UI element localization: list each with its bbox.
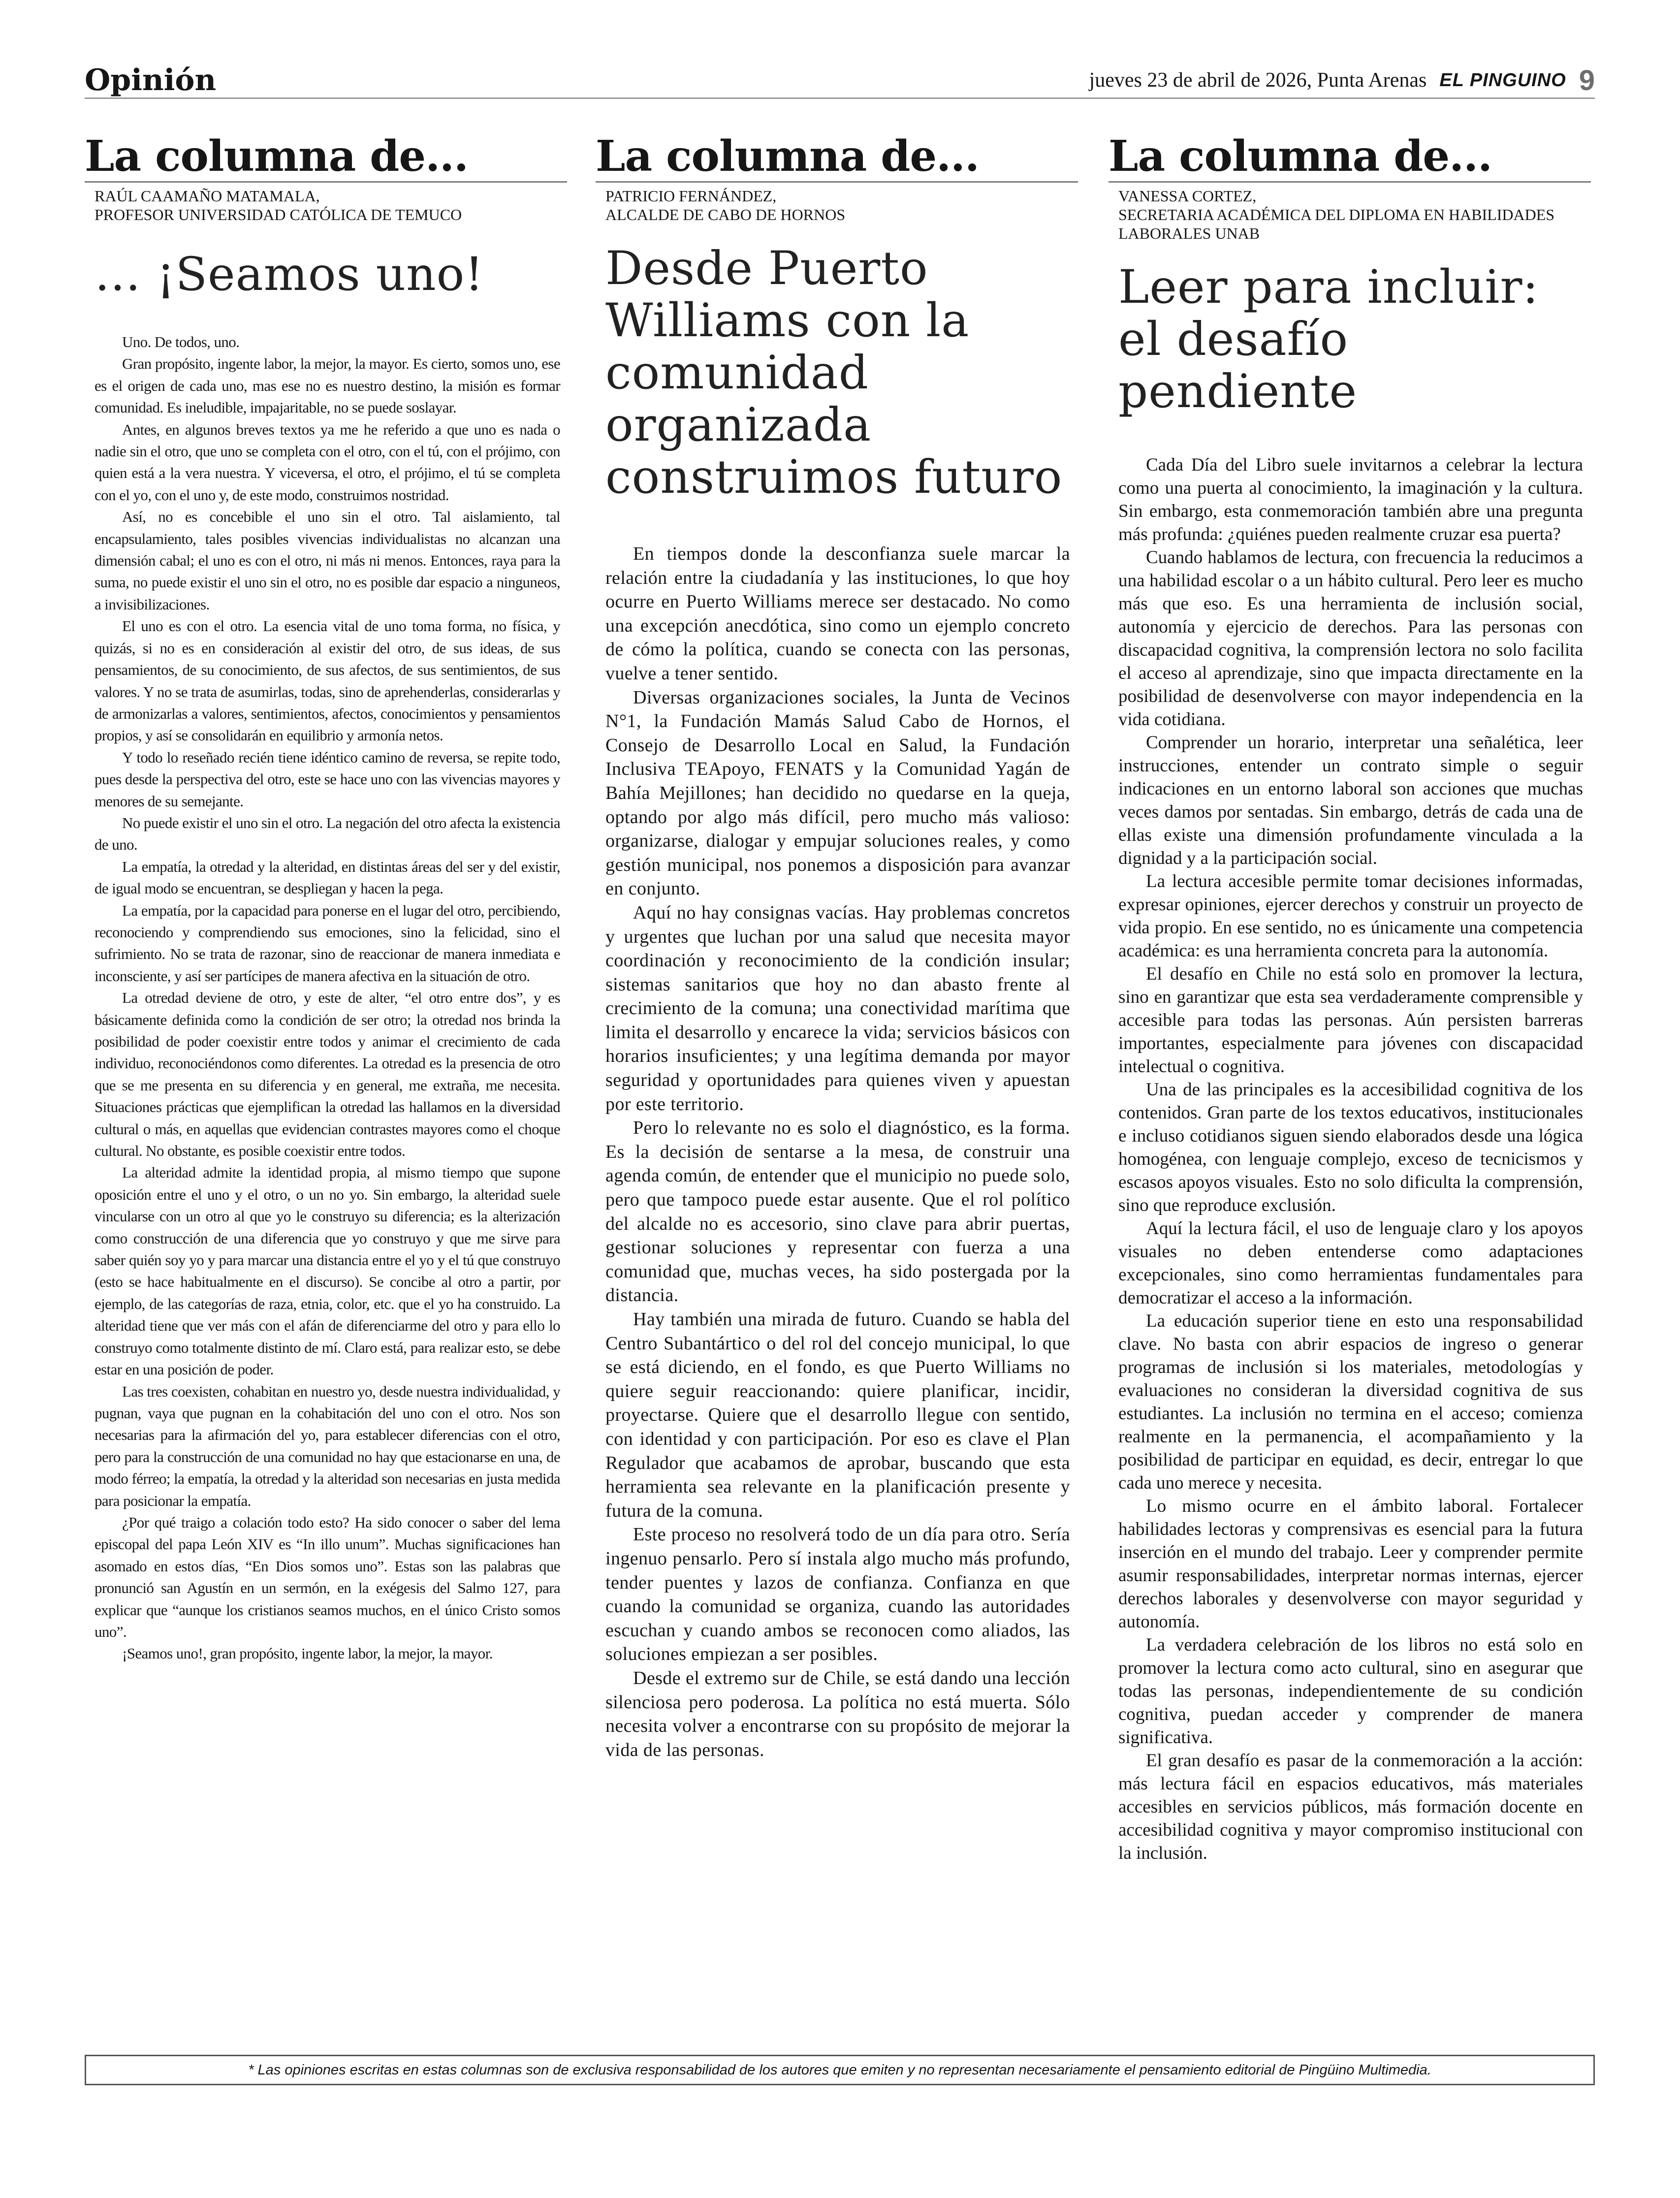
paragraph: La alteridad admite la identidad propia, al mismo tiempo que supone oposición entre el uno y el otro, o un no yo. Sin embargo, la alteridad suele vincularse con un otro al que yo le construyo su diferencia; es la alterización como construcción de una diferencia que yo construyo y que me sirve para saber quién soy yo y para marcar una distancia entre el yo y el tú que construyo (esto se hace habitualmente en el discurso). Se concibe al otro a partir, por ejemplo, de las categorías de raza, etnia, color, etc. que el yo ha construido. La alteridad tiene que ver más con el afán de diferenciarme del otro y para ello lo construyo como totalmente distinto de mí. Claro está, para realizar esto, se debe estar en una posición de poder. [95,1164,560,1378]
paragraph: La empatía, la otredad y la alteridad, en distintas áreas del ser y del existir, de igual modo se encuentran, se despliegan y hacen la pega. [95,858,560,897]
paragraph: Y todo lo reseñado recién tiene idéntico camino de reversa, se repite todo, pues desde la perspectiva del otro, este se hace uno con las vivencias mayores y menores de su semejante. [95,748,560,810]
paragraph: La otredad deviene de otro, y este de alter, “el otro entre dos”, y es básicamente definida como la condición de ser otro; la otredad nos brinda la posibilidad de poder coexistir entre todos y animar el crecimiento de cada individuo, reconociéndonos como diferentes. La otredad es la presencia de otro que se me presenta en su diferencia y en general, me extraña, me necesita. Situaciones prácticas que ejemplifican la otredad las hallamos en la diversidad cultural o más, en aquellas que evidencian contrastes mayores como el choque cultural. No obstante, es posible coexistir entre todos. [95,989,560,1160]
paragraph: Desde el extremo sur de Chile, se está dando una lección silenciosa pero poderosa. La política no está muerta. Sólo necesita volver a encontrarse con su propósito de mejorar la vida de las personas. [605,1667,1070,1760]
header-meta [1089,63,1595,97]
column-byline [596,187,1078,224]
column-byline [85,187,567,224]
section-name: Opinión [85,63,217,97]
paragraph: En tiempos donde la desconfianza suele marcar la relación entre la ciudadanía y las instituciones, lo que hoy ocurre en Puerto Williams merece ser destacado. No como una excepción anecdótica, sino como un ejemplo concreto de cómo la política, cuando se conecta con las personas, vuelve a tener sentido. [605,543,1070,684]
page-number: 9 [1579,64,1595,96]
paragraph: Antes, en algunos breves textos ya me he referido a que uno es nada o nadie sin el otro, que uno se completa con el otro, con el tú, con el prójimo, con quien está a la vera nuestra. Y viceversa, el otro, el prójimo, el tú se completa con el yo, con el uno y, de este modo, construimos nostridad. [95,420,560,504]
column-byline [1109,187,1591,243]
paragraph: Comprender un horario, interpretar una señalética, leer instrucciones, entender un contrato simple o seguir indicaciones en un entorno laboral son acciones que muchas veces damos por sentadas. Sin embargo, detrás de cada una de ellas existe una dimensión profundamente vinculada a la dignidad y a la participación social. [1118,733,1583,868]
paragraph: Una de las principales es la accesibilidad cognitiva de los contenidos. Gran parte de los textos educativos, institucionales e incluso cotidianos siguen siendo elaborados desde una lógica homogénea, con lenguaje complejo, exceso de tecnicismos y escasos apoyos visuales. Esto no solo dificulta la comprensión, sino que reproduce exclusión. [1118,1080,1583,1215]
paragraph: El desafío en Chile no está solo en promover la lectura, sino en garantizar que esta sea verdaderamente comprensible y accesible para todas las personas. Aún persisten barreras importantes, especialmente para jóvenes con discapacidad intelectual o cognitiva. [1118,964,1583,1077]
column-kicker: La columna de... [85,132,567,183]
paragraph: La verdadera celebración de los libros no está solo en promover la lectura como acto cultural, sino en asegurar que todas las personas, independientemente de su condición cognitiva, puedan acceder y comprender de manera significativa. [1118,1635,1583,1748]
opinion-column-3 [1109,132,1591,2012]
paragraph: El gran desafío es pasar de la conmemoración a la acción: más lectura fácil en espacios educativos, más materiales accesibles en servicios públicos, más formación docente en accesibilidad cognitiva y mayor compromiso institucional con la inclusión. [1118,1751,1583,1863]
paragraph: La educación superior tiene en esto una responsabilidad clave. No basta con abrir espacios de ingreso o generar programas de inclusión si los materiales, metodologías y evaluaciones no consideran la diversidad cognitiva de sus estudiantes. La inclusión no termina en el acceso; comienza realmente en la permanencia, el acompañamiento y la posibilidad de participar en equidad, es decir, entregar lo que cada uno merece y necesita. [1118,1311,1583,1493]
paragraph: Aquí no hay consignas vacías. Hay problemas concretos y urgentes que luchan por una salud que necesita mayor coordinación y reconocimiento de la condición insular; sistemas sanitarios que hoy no dan abasto frente al crecimiento de la comuna; una conectividad marítima que limita el desarrollo y encarece la vida; servicios básicos con horarios insuficientes; y una legítima demanda por mayor seguridad y oportunidades para quienes viven y apuestan por este territorio. [605,902,1070,1115]
paragraph: Este proceso no resolverá todo de un día para otro. Sería ingenuo pensarlo. Pero sí instala algo mucho más profundo, tender puentes y lazos de confianza. Confianza en que cuando la comunidad se organiza, cuando las autoridades escuchan y cuando ambos se reconocen como aliados, las soluciones empiezan a ser posibles. [605,1524,1070,1665]
paragraph: Diversas organizaciones sociales, la Junta de Vecinos N°1, la Fundación Mamás Salud Cabo de Hornos, el Consejo de Desarrollo Local en Salud, la Fundación Inclusiva TEApoyo, FENATS y la Comunidad Yagán de Bahía Mejillones; han decidido no quedarse en la queja, optando por algo más difícil, pero mucho más valioso: organizarse, dialogar y empujar soluciones reales, y como gestión municipal, nos ponemos a disposición para avanzar en conjunto. [605,687,1070,899]
opinion-column-1 [85,132,567,2017]
author-role: PROFESOR UNIVERSIDAD CATÓLICA DE TEMUCO [95,206,462,223]
paragraph: Cada Día del Libro suele invitarnos a celebrar la lectura como una puerta al conocimiento, la imaginación y la cultura. Sin embargo, esta conmemoración también abre una pregunta más profunda: ¿quiénes pueden realmente cruzar esa puerta? [1118,455,1583,544]
author-role: SECRETARIA ACADÉMICA DEL DIPLOMA EN HABILIDADES LABORALES UNAB [1118,206,1555,242]
author-name: VANESSA CORTEZ, [1118,187,1257,205]
column-title: Desde Puerto Williams con la comunidad organizada construimos futuro [605,242,1063,504]
paragraph: La empatía, por la capacidad para ponerse en el lugar del otro, percibiendo, reconociendo y comprendiendo sus emociones, sino la felicidad, sino el sufrimiento. No se trata de razonar, sino de reaccionar de manera inmediata e inconsciente, y así ser partícipes de manera afectiva en la situación de otro. [95,901,560,985]
newspaper-logo: EL PINGUINO [1439,69,1566,91]
paragraph: ¿Por qué traigo a colación todo esto? Ha sido conocer o saber del lema episcopal del papa León XIV es “In illo unum”. Muchas significaciones han asomado en estos días, “En Dios somos uno”. Estas son las palabras que pronunció san Agustín en un sermón, en la exégesis del Salmo 127, para explicar que “aunque los cristianos seamos muchos, en el único Cristo somos uno”. [95,1513,560,1640]
page-header [85,63,1595,99]
author-name: RAÚL CAAMAÑO MATAMALA, [95,187,320,205]
column-title: … ¡Seamos uno! [95,248,484,301]
column-body [596,542,1078,1762]
column-body [85,331,567,1665]
author-role: ALCALDE DE CABO DE HORNOS [605,206,846,223]
column-title: Leer para incluir: el desafío pendiente [1118,260,1539,418]
column-body [1109,453,1591,1865]
paragraph: El uno es con el otro. La esencia vital de uno toma forma, no física, y quizás, si no es en consideración al existir del otro, de sus ideas, de sus pensamientos, de su conocimiento, de sus afectos, de sus sentimientos, de sus valores. Y no se trata de asumirlas, todas, sino de aprehenderlas, considerarlas y de armonizarlas a valores, sentimientos, afectos, conocimientos y pensamientos propios, y así se consolidarán en equilibrio y armonía netos. [95,617,560,744]
opinion-column-2 [596,132,1078,1953]
paragraph: Así, no es concebible el uno sin el otro. Tal aislamiento, tal encapsulamiento, tales posibles vivencias individualistas no alcanzan una dimensión cabal; el uno es con el otro, ni más ni menos. Entonces, raya para la suma, no puede existir el uno sin el otro, no es posible dar espacio a ninguneos, a invisibilizaciones. [95,508,560,613]
paragraph: Aquí la lectura fácil, el uso de lenguaje claro y los apoyos visuales no deben entenderse como adaptaciones excepcionales, sino como herramientas fundamentales para democratizar el acceso a la información. [1118,1218,1583,1308]
paragraph: La lectura accesible permite tomar decisiones informadas, expresar opiniones, ejercer derechos y construir un proyecto de vida propio. En ese sentido, no es únicamente una competencia académica: es una herramienta concreta para la autonomía. [1118,871,1583,961]
paragraph: Gran propósito, ingente labor, la mejor, la mayor. Es cierto, somos uno, ese es el origen de cada uno, mas ese no es nuestro destino, la misión es formar comunidad. Es ineludible, impajaritable, no se puede soslayar. [95,355,560,416]
paragraph: ¡Seamos uno!, gran propósito, ingente labor, la mejor, la mayor. [122,1645,493,1662]
editorial-disclaimer: * Las opiniones escritas en estas columnas son de exclusiva responsabilidad de los autores que emiten y no representan necesariamente el pensamiento editorial de Pingüino Multimedia. [85,2055,1595,2085]
paragraph: Lo mismo ocurre en el ámbito laboral. Fortalecer habilidades lectoras y comprensivas es esencial para la futura inserción en el mundo del trabajo. Leer y comprender permite asumir responsabilidades, interpretar normas internas, ejercer derechos laborales y desenvolverse con mayor seguridad y autonomía. [1118,1496,1583,1632]
paragraph: Cuando hablamos de lectura, con frecuencia la reducimos a una habilidad escolar o a un hábito cultural. Pero leer es mucho más que eso. Es una herramienta de inclusión social, autonomía y ejercicio de derechos. Para las personas con discapacidad cognitiva, la comprensión lectora no solo facilita el acceso al aprendizaje, sino que impacta directamente en la posibilidad de desenvolverse con mayor independencia en la vida cotidiana. [1118,547,1583,730]
column-kicker: La columna de... [596,132,1078,183]
publication-date: jueves 23 de abril de 2026, Punta Arenas [1089,69,1427,92]
column-kicker: La columna de... [1109,132,1591,183]
paragraph: Hay también una mirada de futuro. Cuando se habla del Centro Subantártico o del rol del concejo municipal, lo que se está diciendo, en el fondo, es que Puerto Williams no quiere seguir reaccionando: quiere planificar, incidir, proyectarse. Quiere que el desarrollo llegue con sentido, con identidad y con participación. Por eso es clave el Plan Regulador que acabamos de aprobar, buscando que esta herramienta sea relevante en la planificación presente y futura de la comuna. [605,1309,1070,1521]
author-name: PATRICIO FERNÁNDEZ, [605,187,777,205]
paragraph: Pero lo relevante no es solo el diagnóstico, es la forma. Es la decisión de sentarse a la mesa, de construir una agenda común, de entender que el municipio no puede solo, pero que tampoco puede estar ausente. Que el rol político del alcalde no es accesorio, sino clave para abrir puertas, gestionar soluciones y representar con fuerza a una comunidad que, muchas veces, ha sido postergada por la distancia. [605,1117,1070,1306]
paragraph: No puede existir el uno sin el otro. La negación del otro afecta la existencia de uno. [95,814,560,854]
paragraph: Uno. De todos, uno. [122,333,240,350]
paragraph: Las tres coexisten, cohabitan en nuestro yo, desde nuestra individualidad, y pugnan, vaya que pugnan en la cohabitación del uno con el otro. Nos son necesarias para la afirmación del yo, para establecer diferencias con el otro, pero para la construcción de una comunidad no hay que estacionarse en una, de modo férreo; la empatía, la otredad y la alteridad son necesarias en justa medida para posicionar la empatía. [95,1382,560,1509]
